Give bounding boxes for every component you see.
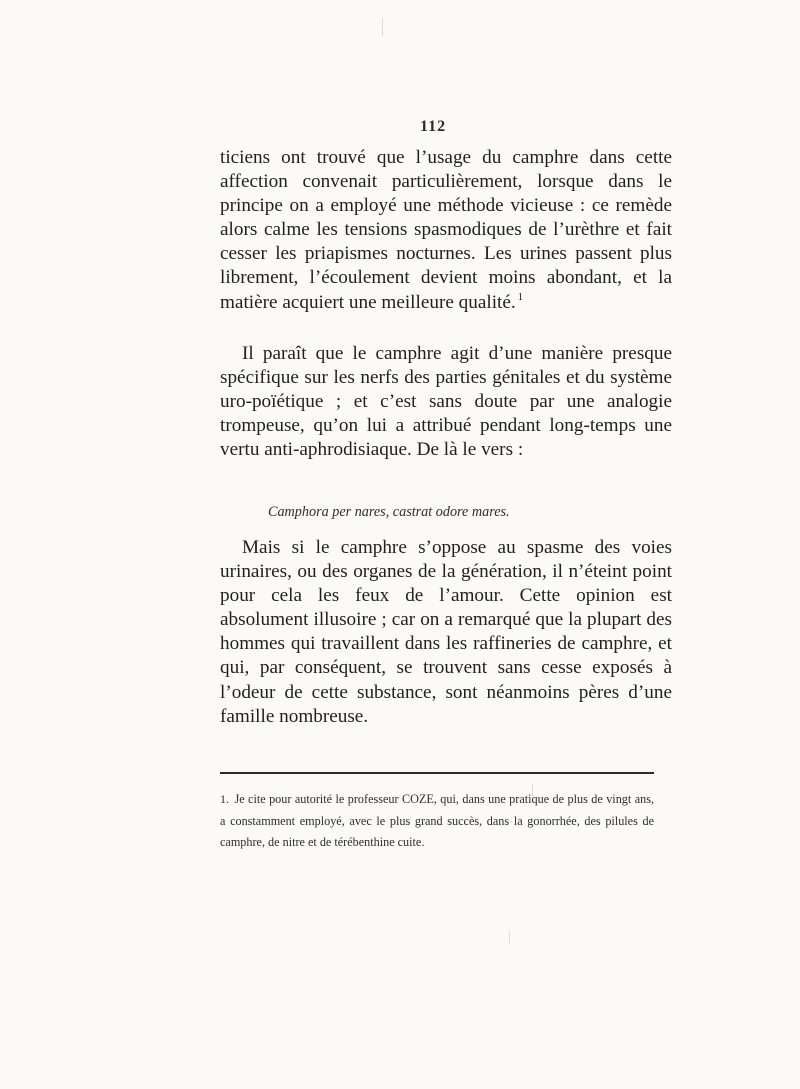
footnote-divider [220,772,654,774]
paragraph-1 [220,146,672,315]
paragraph-2-text: Il paraît que le camphre agit d’une manière presque spécifique sur les nerfs des parties génitales et du système uro-poïétique ; et c’est sans doute par une analogie trompeuse, qu’on lui a attribué pendant long-temps une vertu anti-aphrodisiaque. De là le vers : [220,343,672,461]
paragraph-3 [220,536,672,729]
scan-mark [509,931,510,943]
footnote [220,789,654,854]
footnote-reference: 1 [517,291,524,304]
scan-mark [382,18,383,36]
paragraph-3-text: Mais si le camphre s’oppose au spasme des voies urinaires, ou des organes de la génération, il n’éteint point pour cela les feux de l’amour. Cette opinion est absolument illusoire ; car on a remarqué que la plupart des hommes qui travaillent dans les raffineries de camphre, et qui, par conséquent, se trouvent sans cesse exposés à l’odeur de cette substance, sont néanmoins pères d’une famille nombreuse. [220,537,672,727]
page-number: 112 [420,118,447,135]
paragraph-2 [220,342,672,462]
latin-quote: Camphora per nares, castrat odore mares. [268,504,510,520]
paragraph-1-text: ticiens ont trouvé que l’usage du camphre dans cette affection convenait particulièrement, lorsque dans le principe on a employé une méthode vicieuse : ce remède alors calme les tensions spasmodiques de l’urèthre et fait cesser les priapismes nocturnes. Les urines passent plus librement, l’écoulement devient moins abondant, et la matière acquiert une meilleure qualité. [220,147,672,313]
footnote-marker: 1. [220,792,229,806]
footnote-text: Je cite pour autorité le professeur COZE, qui, dans une pratique de plus de vingt ans, a constamment employé, avec le plus grand succès, dans la gonorrhée, des pilules de camphre, de nitre et de térébenthine cuite. [220,792,655,849]
scan-mark [532,784,533,796]
